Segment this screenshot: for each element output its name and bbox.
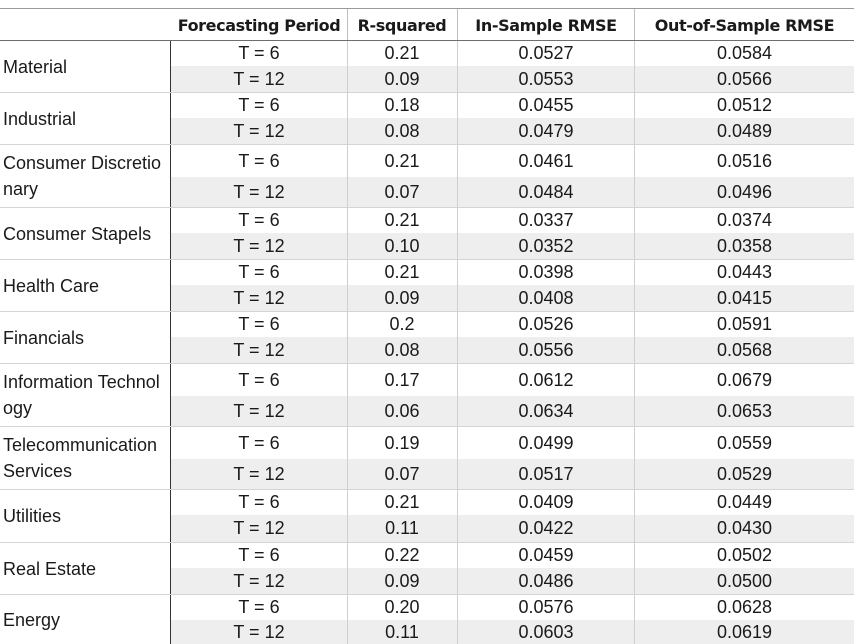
r-squared-cell: 0.2 [389,314,415,334]
table-row [171,427,854,459]
r-squared-cell: 0.20 [384,597,420,617]
table-row [171,233,854,259]
sector-name: Information Technology [3,372,160,418]
out-of-sample-rmse-cell: 0.0449 [716,492,773,512]
out-of-sample-rmse-cell: 0.0502 [716,545,773,565]
period-cell: T = 6 [238,369,280,390]
label-divider [170,260,171,311]
out-of-sample-rmse-cell: 0.0559 [716,432,773,453]
period-cell: T = 12 [233,68,285,89]
table-row [171,145,854,177]
sector-name: Industrial [3,108,77,129]
r-squared-cell: 0.10 [384,235,420,256]
sector-name: Material [3,56,68,77]
label-divider [170,543,171,594]
label-divider [170,41,171,92]
period-cell: T = 6 [238,314,280,334]
sector-group [0,93,854,145]
sector-label [0,595,170,644]
table-row [171,595,854,620]
in-sample-rmse-cell: 0.0398 [518,262,574,282]
header-forecasting-period: Forecasting Period [177,16,341,35]
r-squared-cell: 0.17 [384,369,420,390]
sector-label [0,208,170,259]
r-squared-cell: 0.08 [384,120,420,141]
period-cell: T = 6 [238,597,280,617]
table-row [171,620,854,644]
sector-name: Energy [3,609,61,630]
table-row [171,93,854,118]
in-sample-rmse-cell: 0.0352 [518,235,574,256]
table-row [171,364,854,396]
out-of-sample-rmse-cell: 0.0443 [716,262,773,282]
r-squared-cell: 0.07 [384,181,420,202]
period-cell: T = 6 [238,43,280,63]
period-cell: T = 12 [233,400,285,421]
r-squared-cell: 0.09 [384,570,420,591]
r-squared-cell: 0.21 [384,492,420,512]
in-sample-rmse-cell: 0.0409 [518,492,574,512]
out-of-sample-rmse-cell: 0.0500 [716,570,773,591]
header-in-sample-rmse: In-Sample RMSE [475,16,617,35]
label-divider [170,427,171,489]
r-squared-cell: 0.21 [384,43,420,63]
out-of-sample-rmse-cell: 0.0653 [716,400,773,421]
r-squared-cell: 0.22 [384,545,420,565]
table-row [171,337,854,363]
in-sample-rmse-cell: 0.0408 [518,287,574,308]
table-row [171,285,854,311]
period-cell: T = 12 [233,518,285,538]
in-sample-rmse-cell: 0.0576 [518,597,574,617]
sector-group [0,543,854,595]
sector-group [0,145,854,208]
sector-label [0,312,170,363]
table-row [171,66,854,92]
in-sample-rmse-cell: 0.0479 [518,120,574,141]
out-of-sample-rmse-cell: 0.0679 [716,369,773,390]
out-of-sample-rmse-cell: 0.0374 [716,210,773,230]
in-sample-rmse-cell: 0.0526 [518,314,574,334]
out-of-sample-rmse-cell: 0.0516 [716,150,773,171]
in-sample-rmse-cell: 0.0634 [518,400,574,421]
sector-group [0,260,854,312]
period-cell: T = 12 [233,235,285,256]
sector-name: Health Care [3,275,100,296]
table-row [171,568,854,594]
header-out-of-sample-rmse: Out-of-Sample RMSE [654,16,835,35]
out-of-sample-rmse-cell: 0.0619 [716,621,773,642]
label-divider [170,145,171,207]
table-row [171,459,854,489]
out-of-sample-rmse-cell: 0.0591 [716,314,773,334]
in-sample-rmse-cell: 0.0455 [518,95,574,115]
table-row [171,208,854,233]
in-sample-rmse-cell: 0.0553 [518,68,574,89]
sector-group [0,364,854,427]
in-sample-rmse-cell: 0.0461 [518,150,574,171]
label-divider [170,312,171,363]
table-header [0,9,854,41]
table-row [171,312,854,337]
in-sample-rmse-cell: 0.0337 [518,210,574,230]
label-divider [170,490,171,542]
header-sector [0,9,170,40]
sector-label [0,543,170,594]
r-squared-cell: 0.09 [384,287,420,308]
out-of-sample-rmse-cell: 0.0358 [716,235,773,256]
out-of-sample-rmse-cell: 0.0566 [716,68,773,89]
table-row [171,41,854,66]
sector-group [0,208,854,260]
table-row [171,543,854,568]
r-squared-cell: 0.21 [384,262,420,282]
label-divider [170,93,171,144]
r-squared-cell: 0.06 [384,400,420,421]
sector-group [0,595,854,644]
period-cell: T = 6 [238,432,280,453]
r-squared-cell: 0.21 [384,150,420,171]
in-sample-rmse-cell: 0.0527 [518,43,574,63]
out-of-sample-rmse-cell: 0.0568 [716,339,773,360]
sector-name: Utilities [3,506,62,526]
out-of-sample-rmse-cell: 0.0512 [716,95,773,115]
sector-label [0,427,170,489]
table-row [171,515,854,542]
sector-label [0,93,170,144]
in-sample-rmse-cell: 0.0422 [518,518,574,538]
sector-label [0,145,170,207]
header-r-squared: R-squared [357,16,447,35]
sector-group [0,41,854,93]
sector-name: Financials [3,327,85,348]
period-cell: T = 6 [238,210,280,230]
table-row [171,260,854,285]
sector-name: Consumer Discretionary [3,153,162,199]
table-row [171,177,854,207]
sector-name: Telecommunication Services [3,435,158,481]
table-row [171,396,854,426]
r-squared-cell: 0.18 [384,95,420,115]
out-of-sample-rmse-cell: 0.0529 [716,463,773,484]
sector-name: Consumer Stapels [3,223,152,244]
in-sample-rmse-cell: 0.0499 [518,432,574,453]
out-of-sample-rmse-cell: 0.0496 [716,181,773,202]
in-sample-rmse-cell: 0.0603 [518,621,574,642]
in-sample-rmse-cell: 0.0556 [518,339,574,360]
in-sample-rmse-cell: 0.0459 [518,545,574,565]
label-divider [170,595,171,644]
r-squared-cell: 0.19 [384,432,420,453]
table-row [171,118,854,144]
r-squared-cell: 0.11 [385,518,419,538]
period-cell: T = 6 [238,150,280,171]
in-sample-rmse-cell: 0.0484 [518,181,574,202]
table-row [171,490,854,515]
sector-group [0,312,854,364]
period-cell: T = 6 [238,95,280,115]
out-of-sample-rmse-cell: 0.0430 [716,518,773,538]
sector-label [0,364,170,426]
sector-group [0,490,854,543]
sector-label [0,490,170,542]
in-sample-rmse-cell: 0.0612 [518,369,574,390]
sector-label [0,260,170,311]
period-cell: T = 12 [233,621,285,642]
period-cell: T = 6 [238,545,280,565]
r-squared-cell: 0.11 [385,621,419,642]
period-cell: T = 12 [233,181,285,202]
r-squared-cell: 0.09 [384,68,420,89]
period-cell: T = 6 [238,262,280,282]
sector-label [0,41,170,92]
out-of-sample-rmse-cell: 0.0489 [716,120,773,141]
period-cell: T = 6 [238,492,280,512]
period-cell: T = 12 [233,339,285,360]
out-of-sample-rmse-cell: 0.0584 [716,43,773,63]
r-squared-cell: 0.08 [384,339,420,360]
r-squared-cell: 0.07 [384,463,420,484]
in-sample-rmse-cell: 0.0517 [518,463,574,484]
label-divider [170,364,171,426]
sector-group [0,427,854,490]
period-cell: T = 12 [233,463,285,484]
period-cell: T = 12 [233,120,285,141]
label-divider [170,208,171,259]
period-cell: T = 12 [233,570,285,591]
sector-name: Real Estate [3,558,97,579]
in-sample-rmse-cell: 0.0486 [518,570,574,591]
period-cell: T = 12 [233,287,285,308]
out-of-sample-rmse-cell: 0.0628 [716,597,773,617]
out-of-sample-rmse-cell: 0.0415 [716,287,773,308]
r-squared-cell: 0.21 [384,210,420,230]
